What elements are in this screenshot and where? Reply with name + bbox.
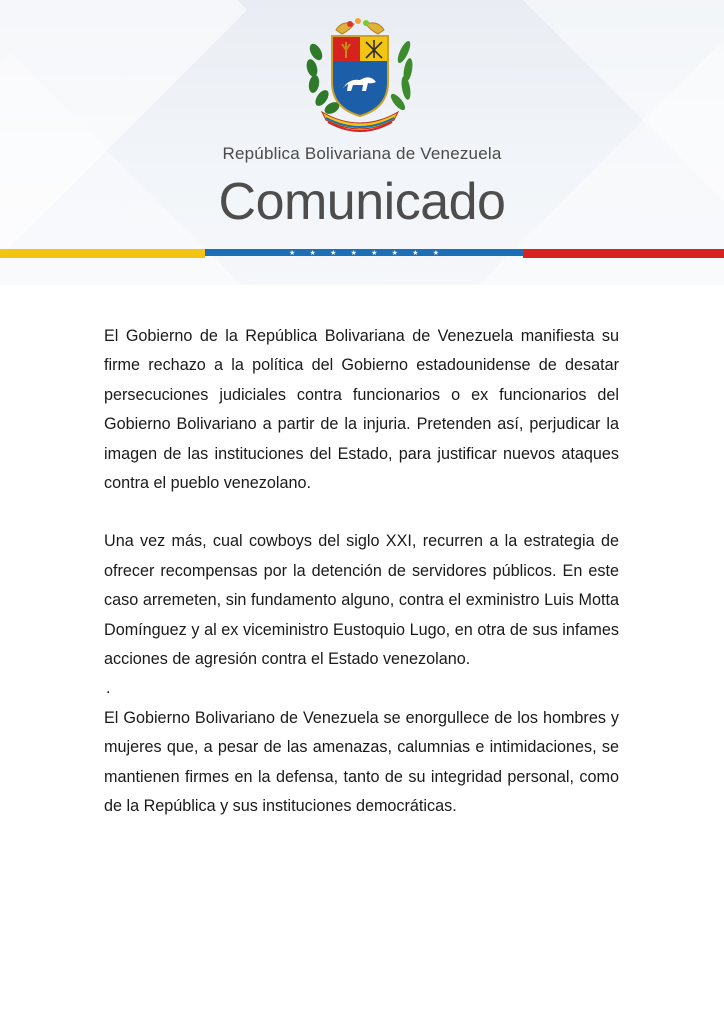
star-icon: ★ (350, 249, 357, 257)
coat-of-arms-icon (302, 12, 418, 132)
flag-stars (289, 249, 439, 258)
communique-body (104, 322, 619, 822)
star-icon: ★ (371, 249, 378, 257)
separator-dot: . (106, 679, 111, 698)
star-icon: ★ (391, 249, 398, 257)
star-icon: ★ (330, 249, 337, 257)
palm-branch-icon (389, 39, 415, 112)
paragraph-2: Una vez más, cual cowboys del siglo XXI, recurren a la estrategia de ofrecer recompensas por la detención de servidores públicos. En este caso arremeten, sin fundamento alguno, contra el exministro Luis Motta Domínguez y al ex viceministro Eustoquio Lugo, en otra de sus infames acciones de agresión contra el Estado venezolano. (104, 532, 619, 669)
star-icon: ★ (412, 249, 419, 257)
letterhead (0, 0, 724, 285)
band-red (523, 249, 724, 258)
document-title: Comunicado (218, 173, 506, 231)
star-icon: ★ (309, 249, 316, 257)
star-icon: ★ (289, 249, 296, 257)
paragraph-1: El Gobierno de la República Bolivariana de Venezuela manifiesta su firme rechazo a la política del Gobierno estadounidense de desatar persecuciones judiciales contra funcionarios o ex funcionarios del Gobierno Bolivariano a partir de la injuria. Pretenden así, perjudicar la imagen de las instituciones del Estado, para justificar nuevos ataques contra el pueblo venezolano. (104, 327, 619, 493)
star-icon: ★ (432, 249, 439, 257)
government-name: República Bolivariana de Venezuela (222, 144, 502, 163)
paragraph-3: El Gobierno Bolivariano de Venezuela se enorgullece de los hombres y mujeres que, a pesar de las amenazas, calumnias e intimidaciones, se mantienen firmes en la defensa, tanto de su integridad personal, como de la República y sus instituciones democráticas. (104, 708, 619, 816)
band-yellow (0, 249, 205, 258)
